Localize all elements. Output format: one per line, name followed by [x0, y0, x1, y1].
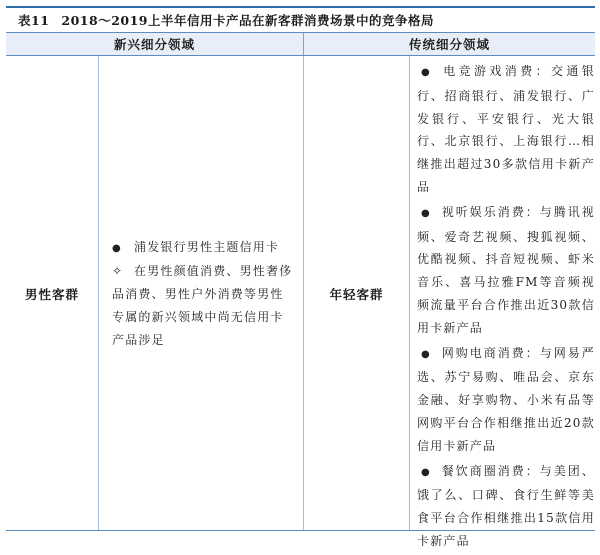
bullet-icon: ● [421, 67, 431, 78]
emerging-bullet-item [112, 236, 296, 260]
table-title-text: 2018～2019上半年信用卡产品在新客群消费场景中的竞争格局 [61, 13, 434, 28]
diamond-icon: ✧ [112, 264, 124, 278]
emerging-product: 浦发银行男性主题信用卡 [134, 240, 280, 254]
column-divider [409, 56, 410, 530]
emerging-note: 在男性颜值消费、男性奢侈品消费、男性户外消费等男性专属的新兴领域中尚无信用卡产品涉足 [112, 264, 293, 347]
bullet-icon: ● [421, 207, 431, 219]
traditional-list [417, 60, 595, 555]
table-row [6, 56, 595, 548]
bullet-icon: ● [421, 466, 431, 478]
list-item-text: 餐饮商圈消费：与美团、饿了么、口碑、食行生鲜等美食平台合作相继推出15款信用卡新产品 [417, 463, 595, 548]
bullet-icon: ● [421, 348, 431, 360]
list-item-text: 网购电商消费：与网易严选、苏宁易购、唯品会、京东金融、好享购物、小米有品等网购平台合作相继推出近20款信用卡新产品 [417, 345, 595, 453]
table-title [6, 6, 595, 32]
list-item-text: 电竞游戏消费：交通银行、招商银行、浦发银行、广发银行、平安银行、光大银行、北京银行、上海银行…相继推出超过30多款信用卡新产品 [417, 64, 595, 194]
list-item [417, 342, 595, 458]
list-item [417, 460, 595, 553]
column-divider [98, 56, 99, 530]
list-item [417, 60, 595, 199]
list-item-text: 视听娱乐消费：与腾讯视频、爱奇艺视频、搜狐视频、优酷视频、抖音短视频、虾米音乐、喜马拉雅FM等音频视频流量平台合作推出近30款信用卡新产品 [417, 204, 595, 335]
header-emerging: 新兴细分领域 [6, 33, 304, 55]
emerging-group-label: 男性客群 [24, 286, 79, 302]
table-number: 表11 [18, 13, 50, 28]
table-header-row [6, 32, 595, 56]
list-item [417, 201, 595, 340]
emerging-description [112, 236, 296, 352]
emerging-note-item [112, 260, 296, 352]
traditional-group-label: 年轻客群 [329, 286, 384, 302]
header-traditional: 传统细分领域 [408, 37, 490, 52]
bullet-icon: ● [112, 243, 122, 254]
